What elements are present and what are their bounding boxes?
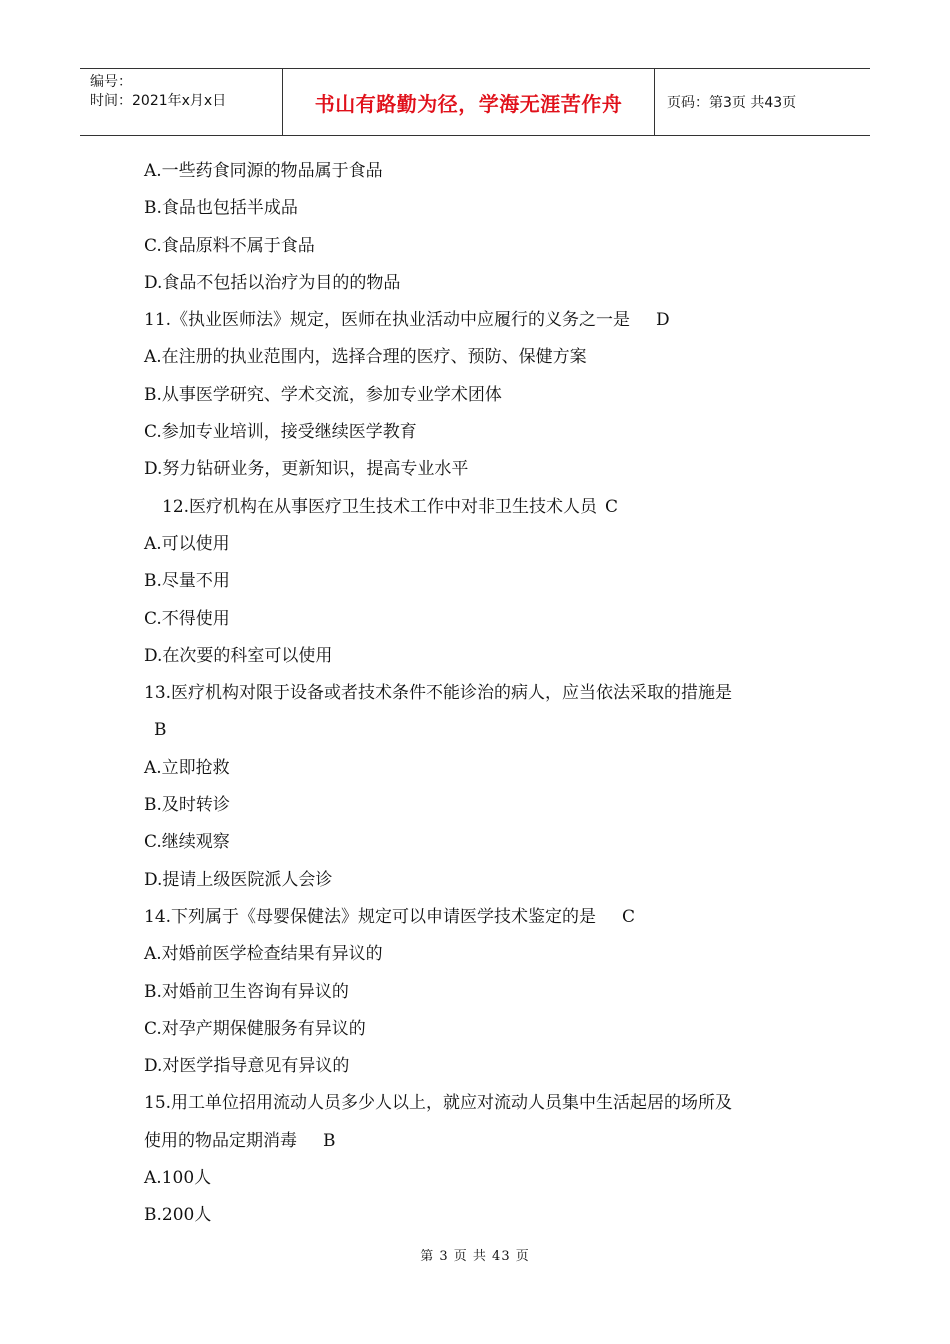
option-line: D.对医学指导意见有异议的 bbox=[144, 1056, 350, 1077]
option-line: A.立即抢救 bbox=[144, 757, 230, 778]
option-line: C.继续观察 bbox=[144, 832, 230, 853]
document-number-label: 编号： bbox=[90, 74, 132, 90]
option-line: D.在次要的科室可以使用 bbox=[144, 645, 333, 666]
option-line: D.努力钻研业务，更新知识，提高专业水平 bbox=[144, 459, 469, 480]
header-meta bbox=[80, 69, 282, 135]
page-header bbox=[80, 68, 870, 136]
question-content bbox=[144, 153, 824, 1235]
option-line: B.从事医学研究、学术交流，参加专业学术团体 bbox=[144, 384, 502, 405]
option-line: C.不得使用 bbox=[144, 608, 230, 629]
question-15: 15.用工单位招用流动人员多少人以上，就应对流动人员集中生活起居的场所及 bbox=[144, 1093, 733, 1114]
document-date: 时间：2021年x月x日 bbox=[90, 93, 227, 109]
option-line: B.及时转诊 bbox=[144, 795, 230, 816]
answer-key: C bbox=[605, 496, 619, 517]
option-line: B.食品也包括半成品 bbox=[144, 198, 298, 219]
option-line: A.在注册的执业范围内，选择合理的医疗、预防、保健方案 bbox=[144, 347, 587, 368]
question-12: 12.医疗机构在从事医疗卫生技术工作中对非卫生技术人员 C bbox=[144, 489, 824, 526]
question-11: 11.《执业医师法》规定，医师在执业活动中应履行的义务之一是 D bbox=[144, 302, 824, 339]
answer-key: C bbox=[622, 906, 636, 927]
option-line: D.食品不包括以治疗为目的的物品 bbox=[144, 272, 401, 293]
option-line: C.参加专业培训，接受继续医学教育 bbox=[144, 422, 417, 443]
option-line: C.食品原料不属于食品 bbox=[144, 235, 315, 256]
question-13: 13.医疗机构对限于设备或者技术条件不能诊治的病人，应当依法采取的措施是 bbox=[144, 683, 733, 704]
option-line: A.对婚前医学检查结果有异议的 bbox=[144, 944, 383, 965]
option-line: B.200人 bbox=[144, 1205, 212, 1226]
option-line: A.100人 bbox=[144, 1168, 212, 1189]
option-line: B.尽量不用 bbox=[144, 571, 230, 592]
answer-key: B bbox=[154, 720, 167, 741]
option-line: A.一些药食同源的物品属于食品 bbox=[144, 161, 383, 181]
option-line: D.提请上级医院派人会诊 bbox=[144, 869, 333, 890]
option-line: B.对婚前卫生咨询有异议的 bbox=[144, 981, 349, 1002]
question-15-cont: 使用的物品定期消毒 B bbox=[144, 1123, 824, 1160]
header-motto: 书山有路勤为径，学海无涯苦作舟 bbox=[282, 69, 655, 135]
answer-key: D bbox=[656, 310, 670, 331]
page-footer: 第 3 页 共 43 页 bbox=[420, 1249, 530, 1264]
answer-key: B bbox=[323, 1130, 336, 1151]
option-line: C.对孕产期保健服务有异议的 bbox=[144, 1018, 366, 1039]
question-14: 14.下列属于《母婴保健法》规定可以申请医学技术鉴定的是 C bbox=[144, 899, 824, 936]
option-line: A.可以使用 bbox=[144, 533, 230, 554]
header-page-info: 页码：第3页 共43页 bbox=[667, 95, 797, 111]
